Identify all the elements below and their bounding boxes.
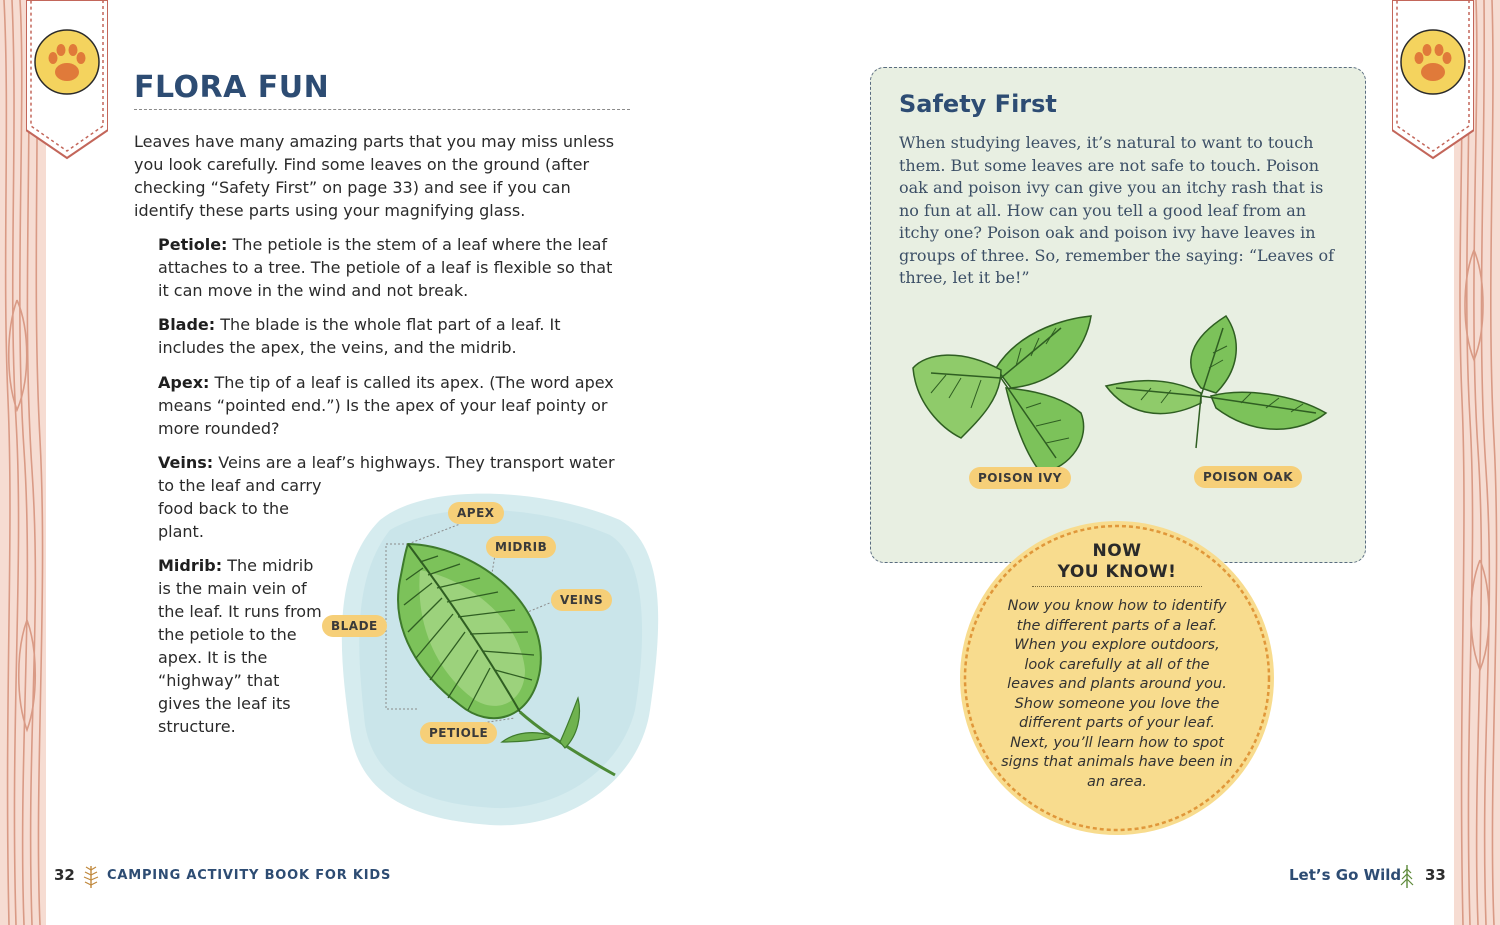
term-label: Midrib: — [158, 556, 223, 575]
leaf-illustration — [320, 480, 680, 840]
term-blade — [158, 313, 628, 359]
poison-plants-illustration — [901, 308, 1341, 498]
title-divider — [134, 109, 630, 110]
term-text: The blade is the whole flat part of a leaf. It includes the apex, the veins, and the midrib. — [158, 315, 561, 357]
label-petiole: PETIOLE — [420, 722, 497, 744]
paw-icon — [1401, 30, 1465, 94]
now-you-know-title-line2: YOU KNOW! — [1057, 562, 1177, 582]
label-poison-oak: POISON OAK — [1194, 466, 1302, 488]
now-you-know-title-line1: NOW — [1092, 541, 1142, 561]
page-number-right: 33 — [1425, 866, 1446, 884]
term-veins-continued: to the leaf and carry food back to the plant. — [158, 476, 322, 541]
label-blade: BLADE — [322, 615, 387, 637]
paw-ribbon-right — [1392, 0, 1474, 160]
now-you-know-divider — [1032, 586, 1202, 587]
safety-first-box — [870, 67, 1366, 563]
label-veins: VEINS — [551, 589, 612, 611]
fern-sprig-icon — [81, 862, 101, 890]
running-head-left: CAMPING ACTIVITY BOOK FOR KIDS — [107, 868, 392, 883]
term-veins — [158, 451, 628, 474]
label-poison-ivy: POISON IVY — [969, 467, 1071, 489]
term-label: Veins: — [158, 453, 214, 472]
term-label: Blade: — [158, 315, 216, 334]
label-midrib: MIDRIB — [486, 536, 556, 558]
term-apex — [158, 371, 628, 440]
label-apex: APEX — [448, 502, 504, 524]
term-text: The petiole is the stem of a leaf where the leaf attaches to a tree. The petiole of a leaf is flexible so that it can move in the wind and not break. — [158, 235, 613, 300]
pine-sprig-icon — [1397, 862, 1417, 890]
term-petiole — [158, 233, 628, 302]
paw-ribbon-left — [26, 0, 108, 160]
term-text: The tip of a leaf is called its apex. (The word apex means “pointed end.”) Is the apex of your leaf pointy or more rounded? — [158, 373, 614, 438]
page-number-left: 32 — [54, 866, 75, 884]
term-label: Apex: — [158, 373, 210, 392]
term-text: Veins are a leaf’s highways. They transport water — [218, 453, 615, 472]
intro-paragraph: Leaves have many amazing parts that you may miss unless you look carefully. Find some leaves on the ground (after checking “Safety First” on page 33) and see if you can identify these parts using your magnifying glass. — [134, 132, 615, 220]
now-you-know-title — [958, 541, 1276, 583]
now-you-know-callout — [958, 519, 1276, 837]
leaf-diagram — [320, 480, 680, 840]
page-title: FLORA FUN — [134, 70, 330, 105]
paw-icon — [35, 30, 99, 94]
now-you-know-text: Now you know how to identify the different parts of a leaf. When you explore outdoors, look carefully at all of the leaves and plants around you. Show someone you love the different parts of your leaf. Next, you’ll learn how to spot signs that animals have been in an area. — [1001, 598, 1233, 790]
term-midrib — [158, 554, 323, 738]
safety-title: Safety First — [899, 90, 1057, 118]
term-text: The midrib is the main vein of the leaf. It runs from the petiole to the apex. It is the “highway” that gives the leaf its structure. — [158, 556, 322, 736]
safety-text: When studying leaves, it’s natural to want to touch them. But some leaves are not safe to touch. Poison oak and poison ivy can give you an itchy rash that is no fun at all. How can you tell a good leaf from an itchy one? Poison oak and poison ivy have leaves in groups of three. So, remember the saying: “Leaves of three, let it be!” — [899, 133, 1335, 287]
running-head-right: Let’s Go Wild — [1289, 866, 1402, 884]
term-label: Petiole: — [158, 235, 228, 254]
